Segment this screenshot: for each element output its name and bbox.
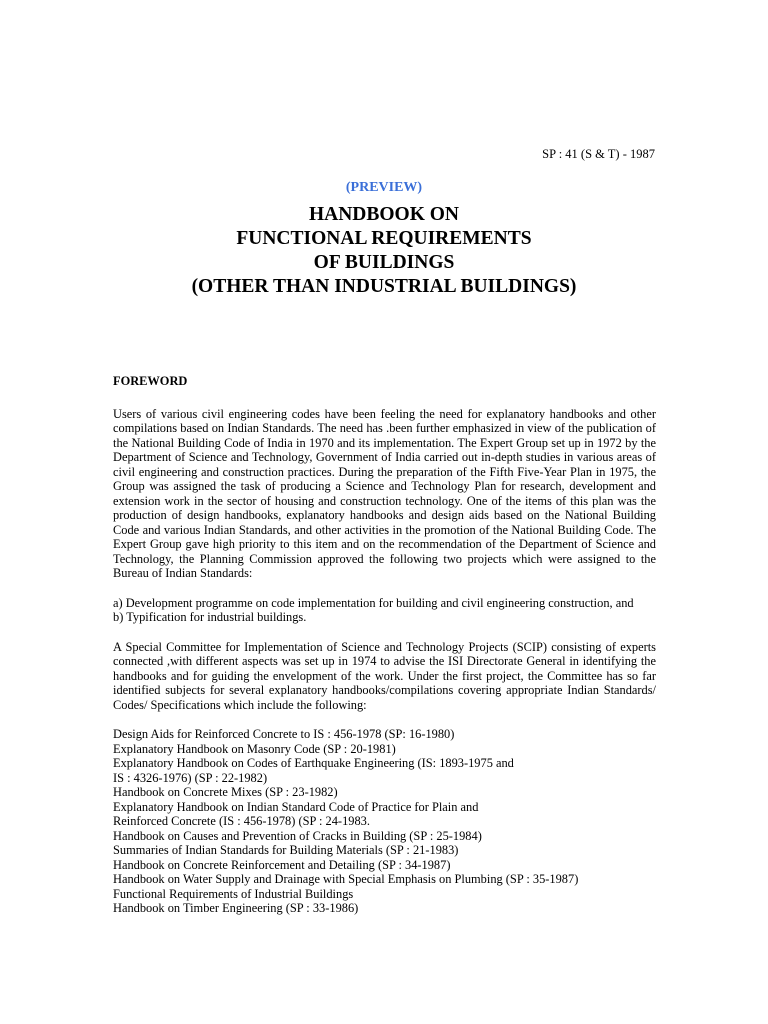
list-item: Summaries of Indian Standards for Building Materials (SP : 21-1983) [113, 843, 459, 857]
list-item: Explanatory Handbook on Codes of Earthquake Engineering (IS: 1893-1975 and [113, 756, 514, 770]
committee-paragraph: A Special Committee for Implementation of Science and Technology Projects (SCIP) consisting of experts connected ,with different aspects was set up in 1974 to advise the ISI Directorate General in identifying the handbooks and for guiding the envelopment of the work. Under the first project, the Committee has so far identified subjects for several explanatory handbooks/compilations covering appropriate Indian Standards/ Codes/ Specifications which include the following: [113, 639, 656, 712]
list-item: b) Typification for industrial buildings. [113, 610, 307, 624]
title-line: OF BUILDINGS [313, 252, 455, 273]
projects-list [113, 596, 656, 625]
list-item: Explanatory Handbook on Indian Standard Code of Practice for Plain and [113, 799, 479, 814]
title-line: HANDBOOK ON [308, 204, 460, 225]
foreword-heading: FOREWORD [113, 374, 188, 388]
list-item: IS : 4326-1976) (SP : 22-1982) [113, 770, 268, 785]
list-item: Handbook on Concrete Reinforcement and Detailing (SP : 34-1987) [113, 857, 451, 872]
document-body [113, 374, 656, 916]
document-code-reference: SP : 41 (S & T) - 1987 [542, 147, 655, 161]
list-item: Explanatory Handbook on Masonry Code (SP : 20-1981) [113, 741, 396, 756]
publications-list [113, 727, 656, 916]
list-item: Handbook on Timber Engineering (SP : 33-1986) [113, 901, 359, 915]
title-line: (OTHER THAN INDUSTRIAL BUILDINGS) [191, 276, 577, 297]
list-item: Functional Requirements of Industrial Buildings [113, 886, 354, 901]
foreword-paragraph: Users of various civil engineering codes have been feeling the need for explanatory handbooks and other compilations based on Indian Standards. The need has .been further emphasized in view of the publication of the National Building Code of India in 1970 and its implementation. The Expert Group set up in 1972 by the Department of Science and Technology, Government of India carried out in-depth studies in various areas of civil engineering and construction practices. During the preparation of the Fifth Five-Year Plan in 1975, the Group was assigned the task of producing a Science and Technology Plan for research, development and extension work in the sector of housing and construction technology. One of the items of this plan was the production of design handbooks, explanatory handbooks and design aids based on the National Building Code and various Indian Standards, and other activities in the promotion of the National Building Code. The Expert Group gave high priority to this item and on the recommendation of the Department of Science and Technology, the Planning Commission approved the following two projects which were assigned to the Bureau of Indian Standards: [113, 406, 656, 580]
list-item: Handbook on Water Supply and Drainage with Special Emphasis on Plumbing (SP : 35-1987) [113, 872, 579, 886]
list-item: Design Aids for Reinforced Concrete to IS : 456-1978 (SP: 16-1980) [113, 727, 455, 741]
list-item: a) Development programme on code implementation for building and civil engineering construction, and [113, 595, 634, 610]
document-title [0, 203, 768, 299]
preview-label: (PREVIEW) [345, 180, 423, 195]
list-item: Reinforced Concrete (IS : 456-1978) (SP : 24-1983. [113, 814, 370, 828]
list-item: Handbook on Concrete Mixes (SP : 23-1982) [113, 785, 338, 799]
list-item: Handbook on Causes and Prevention of Cracks in Building (SP : 25-1984) [113, 828, 482, 843]
title-line: FUNCTIONAL REQUIREMENTS [236, 228, 532, 249]
